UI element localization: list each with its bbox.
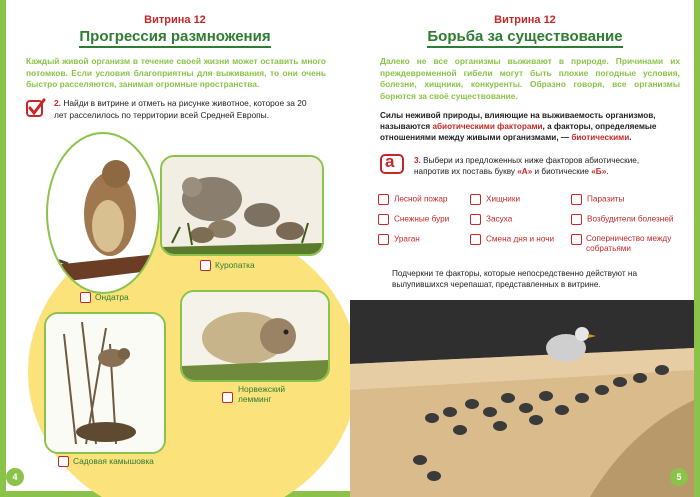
- factor-text: Засуха: [486, 214, 513, 224]
- factor-checkbox[interactable]: [378, 194, 389, 205]
- factor-checkbox[interactable]: [571, 194, 582, 205]
- factor-item: [378, 234, 420, 245]
- letter-a-marker: «А»: [517, 167, 533, 176]
- right-intro: Далеко не все организмы выживают в природе. Причинами их преждевременной гибели могут быть плохие погодные условия, болезни, хищники, конкуренты. Образно говоря, все организмы борются за своё существование.: [380, 56, 680, 101]
- factor-text: Ураган: [394, 234, 420, 244]
- factor-item: [571, 214, 673, 225]
- ondatra-photo: [46, 132, 160, 294]
- factor-item: [378, 214, 449, 225]
- lemming-photo: [180, 290, 330, 382]
- forces-text-b: , а факторы, определяемые отношениями между живыми организмами, —: [380, 122, 657, 142]
- kuropatka-text: Куропатка: [215, 260, 255, 270]
- left-intro: Каждый живой организм в течение своей жизни может оставить много потомков. Если условия благоприятны для выживания, то они очень быстро расселяются, занимая огромные пространства.: [26, 56, 326, 89]
- factor-checkbox[interactable]: [378, 214, 389, 225]
- turtles-photo: [350, 300, 694, 497]
- right-task-text-b: и биотические: [532, 167, 592, 176]
- right-page-title: [350, 28, 700, 45]
- right-task-text-a: Выбери из предложенных ниже факторов абиотические, напротив их поставь букву: [414, 156, 640, 176]
- forces-text-a: Силы неживой природы, влияющие на выживаемость организмов, называются: [380, 111, 656, 131]
- lemming-checkbox[interactable]: [222, 392, 233, 403]
- right-page: [350, 0, 700, 497]
- factor-item: [470, 194, 520, 205]
- biotic-term: биотическими: [571, 133, 630, 142]
- kamyshovka-text: Садовая камышовка: [73, 456, 154, 466]
- factor-checkbox[interactable]: [378, 234, 389, 245]
- checkmark-icon: [26, 98, 46, 118]
- right-vitrina-label: Витрина 12: [494, 14, 556, 26]
- letter-b-marker: «Б»: [591, 167, 607, 176]
- factor-text: Хищники: [486, 194, 521, 204]
- forces-paragraph: [380, 110, 678, 143]
- letter-a-glyph: а: [385, 152, 395, 171]
- right-task-number: 3.: [414, 156, 421, 165]
- turtles-instruction: Подчеркни те факторы, которые непосредственно действуют на вылупившихся черепашат, представленных в витрине.: [392, 269, 637, 289]
- factor-checkbox[interactable]: [470, 194, 481, 205]
- lemming-text: Норвежский лемминг: [238, 384, 286, 404]
- factor-checkbox[interactable]: [470, 214, 481, 225]
- factor-item: [470, 214, 512, 225]
- ondatra-label: [80, 292, 129, 303]
- right-page-number: 5: [670, 468, 688, 486]
- factor-item: [470, 234, 554, 245]
- factor-text: Лесной пожар: [394, 194, 448, 204]
- forces-text-c: .: [629, 133, 632, 142]
- factor-text: Смена дня и ночи: [486, 234, 555, 244]
- kuropatka-label: [200, 260, 255, 271]
- factor-item: [378, 194, 447, 205]
- factor-checkbox[interactable]: [571, 214, 582, 225]
- factor-text: Возбудители болезней: [587, 214, 674, 224]
- left-title-text: Прогрессия размножения: [79, 28, 270, 48]
- factor-item: [571, 234, 681, 254]
- lemming-label: [238, 384, 308, 404]
- factor-checkbox[interactable]: [571, 234, 582, 245]
- kamyshovka-photo: [44, 312, 166, 454]
- left-page-number: 4: [6, 468, 24, 486]
- right-task: [414, 155, 676, 177]
- right-task-text-c: .: [606, 167, 609, 176]
- left-vitrina-label: Витрина 12: [144, 14, 206, 26]
- ondatra-checkbox[interactable]: [80, 292, 91, 303]
- factor-text: Соперничество между собратьями: [586, 234, 672, 253]
- left-task-text: Найди в витрине и отметь на рисунке животное, которое за 20 лет расселилось по территории всей Средней Европы.: [54, 98, 307, 120]
- factor-item: [571, 194, 624, 205]
- left-task: [54, 98, 314, 121]
- abiotic-term: абиотическими факторами: [432, 122, 543, 131]
- kamyshovka-checkbox[interactable]: [58, 456, 69, 467]
- factor-text: Паразиты: [587, 194, 625, 204]
- ondatra-text: Ондатра: [95, 292, 129, 302]
- factor-checkbox[interactable]: [470, 234, 481, 245]
- factor-text: Снежные бури: [394, 214, 450, 224]
- kuropatka-photo: [160, 155, 324, 256]
- left-page-title: [0, 28, 350, 45]
- right-title-text: Борьба за существование: [427, 28, 622, 48]
- letter-a-icon: [380, 153, 406, 175]
- kamyshovka-label: [58, 456, 154, 467]
- left-task-number: 2.: [54, 98, 61, 108]
- kuropatka-checkbox[interactable]: [200, 260, 211, 271]
